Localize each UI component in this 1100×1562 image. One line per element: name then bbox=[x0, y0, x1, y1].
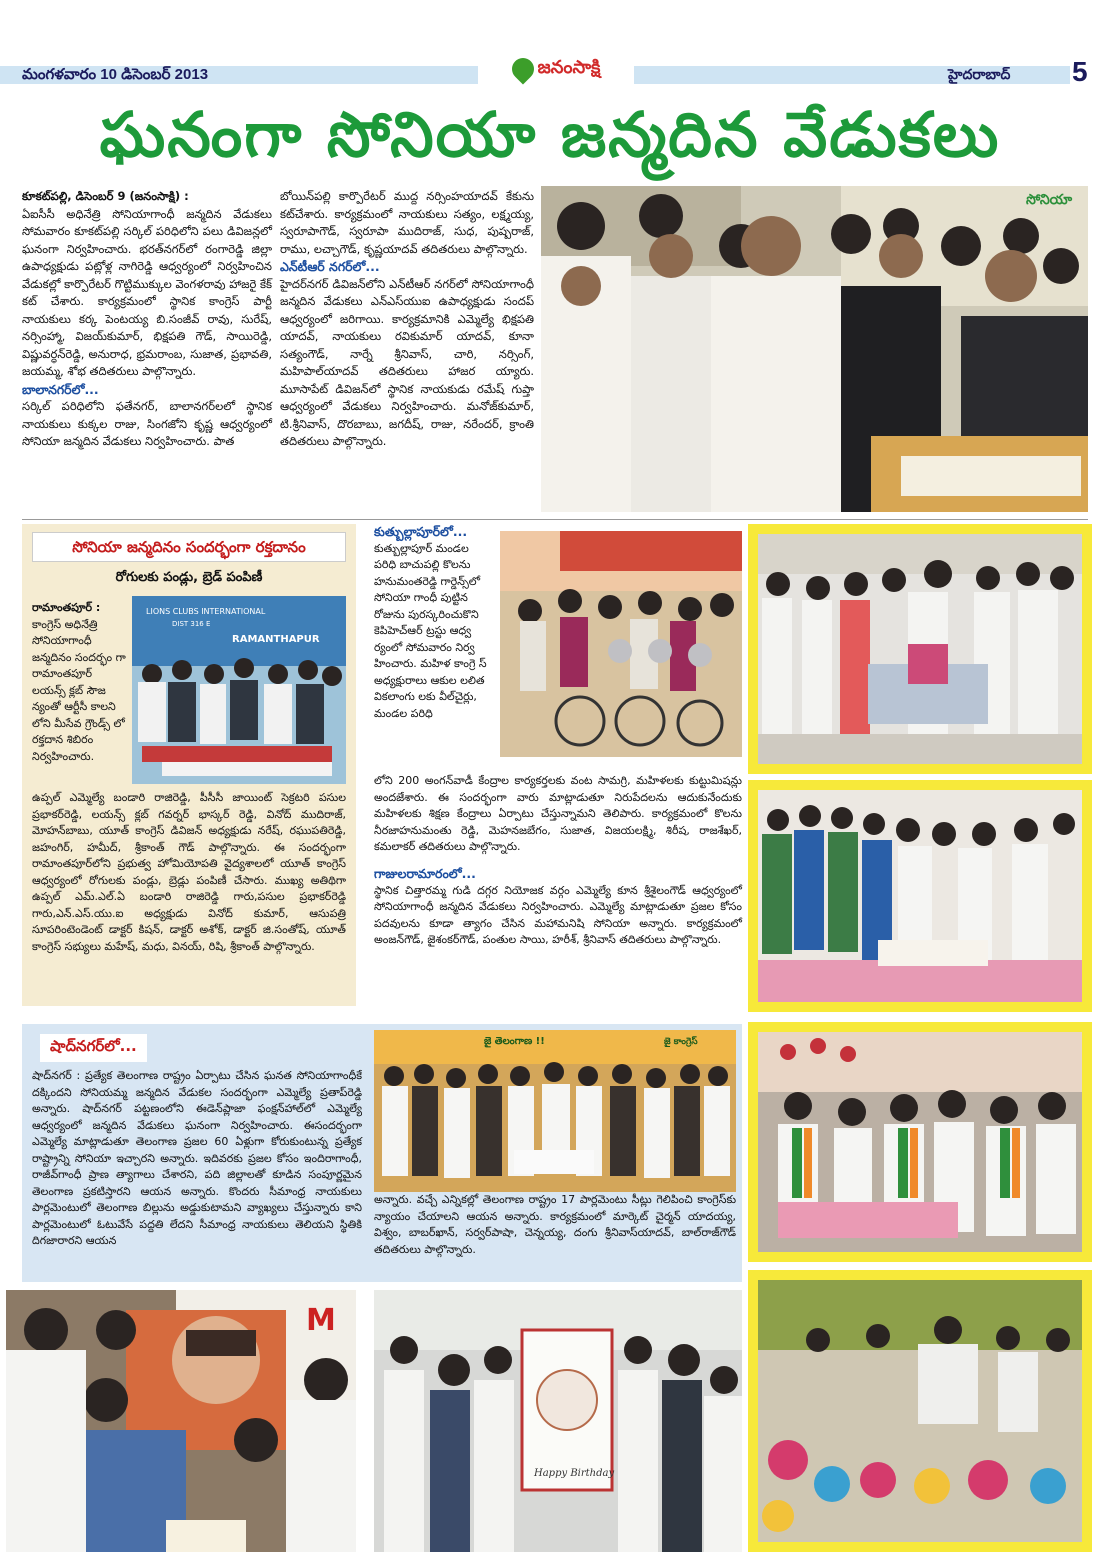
sonia-poster-photo bbox=[6, 1290, 356, 1552]
shadnagar-story-box bbox=[22, 1024, 742, 1282]
section-divider bbox=[22, 519, 1088, 520]
shadnagar-stage-photo bbox=[374, 1030, 736, 1192]
shadnagar-banner-text-2: జై కాంగ్రెస్ bbox=[664, 1037, 698, 1047]
shadnagar-kicker: షాద్‌నగర్‌లో... bbox=[40, 1034, 147, 1062]
main-story-column-1 bbox=[22, 188, 272, 451]
edition-city: హైదరాబాద్ bbox=[948, 67, 1011, 83]
lions-district-text: DIST 316 E bbox=[172, 620, 211, 628]
qutbullapur-subhead: కుత్బుల్లాపూర్‌లో... bbox=[374, 524, 468, 539]
page-headline: ఘనంగా సోనియా జన్మదిన వేడుకలు bbox=[99, 98, 1001, 171]
story-paragraph: బోయిన్‌పల్లి కార్పొరేటర్ ముద్ద నర్సింహయాదవ్ కేకును కట్‌చేశారు. కార్యక్రమంలో నాయకులు సత్యం, లక్ష్మయ్య, స్వరూపాగౌడ్, స్వరూపా ముదిరాజ్, సుధ, పుష్పరాజ్, రాము, లచ్చాగౌడ్, కృష్ణయాదవ్ తదితరులు పాల్గొన్నారు. bbox=[280, 189, 534, 256]
qutbullapur-photo bbox=[500, 531, 742, 757]
shadnagar-col2: అన్నారు. వచ్చే ఎన్నికల్లో తెలంగాణ రాష్ట్రం 17 పార్లమెంటు సీట్లు గెలిపించి కాంగ్రెస్‌కు న్యాయం చేయాలని ఆయన అన్నారు. కార్యక్రమంలో మార్కెట్ చైర్మన్ యాదయ్య, విశ్వం, బాబర్‌ఖాన్, సర్వర్‌పాషా, చెన్నయ్య, దంగు శ్రీనివాస్‌యాదవ్, బాల్‌రాజ్‌గౌడ్ తదితరులు పాల్గొన్నారు. bbox=[374, 1193, 736, 1256]
blood-donation-story-box bbox=[22, 524, 356, 1006]
story-paragraph: సర్కిల్ పరిధిలోని ఫతేనగర్, బాలానగర్‌లలో స్థానిక నాయకులు కుక్కల రాజు, సింగజోని కృష్ణ ఆధ్వర్యంలో సోనియా జన్మదిన వేడుకలు నిర్వహించారు. పాత bbox=[22, 399, 272, 448]
gajularamaram-subhead: గాజులరామారంలో... bbox=[374, 866, 476, 881]
qutbullapur-narrow-text bbox=[374, 524, 492, 722]
page-number: 5 bbox=[1072, 56, 1088, 87]
blood-donation-photo bbox=[132, 596, 346, 784]
blood-donation-body: ఉప్పల్ ఎమ్మెల్యే బండారి రాజిరెడ్డి, పీసీసీ జాయింట్ సెక్రటరి పసుల ప్రభాకర్‌రెడ్డి, లయన్స్ క్లబ్ గవర్నర్ భాస్కర్ రెడ్డి, వినోద్ ముదిరాజ్, మోహన్‌బాబు, యూత్ కాంగ్రెస్ డివిజన్ అధ్యక్షుడు నరేష్, రఘుపతిరెడ్డి, జహంగిర్, హమీద్, శ్రీకాంత్ గౌడ్ పాల్గొన్నారు. ఈ సందర్భంగా రామాంతపూర్‌లోని ప్రభుత్వ హోమియోపతి వైద్యశాలలో యూత్ కాంగ్రెస్ ఆధ్వర్యంలో రోగులకు పండ్లు, బ్రెడ్లు పంపిణీ చేసారు. ముఖ్య అతిథిగా ఉప్పల్ ఎమ్.ఎల్.ఏ బండారి రాజిరెడ్డి గారు,పసుల ప్రభాకర్‌రెడ్డి గారు,ఎన్.ఎస్.యు.ఐ అధ్యక్షుడు వినోద్ కుమార్, ఆసుపత్రి సూపరింటెండెంట్ డాక్టర్ కిషన్, డాక్టర్ అశోక్, డాక్టర్ జి.సంతోష్, యూత్ కాంగ్రెస్ సభ్యులు మహేష్, మధు, వినయ్, రిషి, శ్రీకాంత్ పాల్గొన్నారు. bbox=[32, 791, 346, 953]
main-photo-cake-cutting bbox=[541, 186, 1088, 512]
blood-donation-deck: రోగులకు పండ్లు, బ్రెడ్ పంపిణీ bbox=[115, 570, 263, 585]
section-subhead: ఎన్‌టీఆర్ నగర్‌లో... bbox=[280, 259, 380, 274]
qutbullapur-intro: కుత్బుల్లాపూర్ మండల పరిధి బాచుపల్లి కొలను హనుమంతరెడ్డి గార్డెన్స్‌లో సోనియా గాంధీ పుట్టిన రోజును పురస్కరించుకొని కెపిహెచ్‌ఆర్ ట్రస్టు ఆధ్వ ర్యంలో సోమవారం నిర్వ హించారు. మహిళ కాంగ్రె స్ అధ్యక్షురాలు ఆకుల లలిత వికలాంగు లకు వీల్‌చైర్లు, మండల పరిధి bbox=[374, 541, 487, 720]
story-paragraph: హైదర్‌నగర్ డివిజన్‌లోని ఎన్‌టీఆర్ నగర్‌లో సోనియాగాంధీ జన్మదిన వేడుకలు ఎన్ఎస్‌యుఐ ఉపాధ్యక్షుడు సందప్ ఆధ్వర్యంలో జరిగాయి. కార్యక్రమానికి ఎమ్మెల్యే భిక్షపతి యాదవ్, నాయకులు రవికుమార్ యాదవ్, కూనా సత్యంగౌడ్, నార్నే శ్రీనివాస్, చారి, నర్సింగ్, మహిపాల్‌యాదవ్ తదితరులు హాజర య్యారు. మూసాపేట్ డివిజన్‌లో స్థానిక నాయకుడు రమేష్ గుప్తా ఆధ్వర్యంలో వేడుకలు నిర్వహించారు. మనోజ్‌కుమార్, టి.శ్రీనివాస్, దొరబాబు, జగదీష్, రాజు, నరేందర్, క్రాంతి తదితరులు పాల్గొన్నారు. bbox=[280, 276, 534, 448]
newspaper-logo bbox=[478, 52, 634, 86]
story-dateline: కూకట్‌పల్లి, డిసెంబర్ 9 (జనంసాక్షి) : bbox=[22, 189, 189, 203]
birthday-card-text: Happy Birthday bbox=[534, 1468, 615, 1479]
shadnagar-col1: షాద్‌నగర్ : ప్రత్యేక తెలంగాణ రాష్ట్రం ఏర్పాటు చేసిన ఘనత సోనియాగాంధీకే దక్కిందని సోనియమ్మ జన్మదిన వేడుకల సందర్భంగా ఎమ్మెల్యే ప్రతాప్‌రెడ్డి అన్నారు. షాద్‌నగర్ పట్టణంలోని ఈడెన్‌ప్లాజా ఫంక్షన్‌హాల్‌లో ఎమ్మెల్యే ఆధ్వర్యంలో జన్మదిన వేడుకలు ఘనంగా నిర్వహించారు. ఈసందర్భంగా ఎమ్మెల్యే మాట్లాడుతూ తెలంగాణ ప్రజల 60 ఏళ్లుగా కోరుకుంటున్న ప్రత్యేక రాష్ట్రాన్ని సోనియా ఇచ్చారని అన్నారు. ఇదివరకు ప్రజల కోసం ఇందిరాగాంధీ, రాజీవ్‌గాంధీ ప్రాణ త్యాగాలు చేశారని, పది జిల్లాలతో కూడిన సంపూర్ణమైన తెలంగాణ ప్రకటిస్తారని ఆయన అన్నారు. కొందరు సీమాంధ్ర నాయకులు పార్లమెంటులో తెలంగాణ బిల్లును అడ్డుకుటామని వ్యాఖ్యలు చేస్తున్నారు కాని పార్లమెంటులో ఓటువేసే పద్దతి లేదని సీమాంధ్ర నాయకులు తెలియని స్థితికి దిగజారారని ఆయన bbox=[32, 1069, 362, 1247]
issue-date: మంగళవారం 10 డిసెంబర్ 2013 bbox=[22, 66, 209, 83]
ramanthapur-banner-text: RAMANTHAPUR bbox=[232, 634, 320, 645]
leaf-icon bbox=[507, 53, 538, 84]
lions-banner-text: LIONS CLUBS INTERNATIONAL bbox=[146, 607, 266, 616]
anganwadi-children-photo bbox=[748, 1270, 1092, 1552]
blood-donation-narrow-text bbox=[32, 600, 128, 765]
logo-text: జనంసాక్షి bbox=[537, 56, 601, 78]
masthead bbox=[0, 52, 1100, 86]
blood-donation-intro: కాంగ్రెస్ అధినేత్రి సోనియాగాంధీ జన్మదినం సందర్భం గా రామాంతపూర్ లయన్స్ క్లబ్ సౌజ న్యంతో ఆర్టీసీ కాలని లోని మీసేవ గ్రౌండ్స్ లో రక్తదాన శిబిరం నిర్వహించారు. bbox=[32, 617, 126, 763]
blood-donation-dateline: రామాంతపూర్ : bbox=[32, 601, 101, 614]
happy-birthday-portrait-photo bbox=[374, 1290, 742, 1552]
section-subhead: బాలానగర్‌లో... bbox=[22, 381, 99, 397]
story-paragraph: ఏఐసీసీ అధినేత్రి సోనియాగాంధీ జన్మదిన వేడుకలు సోమవారం కూకట్‌పల్లి సర్కిల్ పరిధిలోని పలు డివిజన్లలో ఘనంగా నిర్వహించారు. భరత్‌నగర్‌లో రంగారెడ్డి జిల్లా ఉపాధ్యక్షుడు పట్లోళ్ల నాగిరెడ్డి ఆధ్వర్యంలో నిర్వహించిన వేడుకల్లో కార్పొరేటర్ గొట్టిముక్కుల వెంగళరావు హాజరై కేక్ కట్ చేశారు. కార్యక్రమంలో స్థానిక కాంగ్రెస్ పార్టీ నాయకులు కర్క పెంటయ్య బి.సంజీవ్ రావు, సురేష్, నర్సింహ్మా, విజయ్‌కుమార్, భిక్షపతి గౌడ్, సాయిరెడ్డి, విష్ణువర్ధన్‌రెడ్డి, అనురాధ, భ్రమరాంబ, సుజాత, ప్రభావతి, జయమ్మ, శోభ తదితరులు పాల్గొన్నారు. bbox=[22, 206, 272, 378]
main-story-column-2 bbox=[280, 188, 534, 451]
hospital-photo bbox=[748, 524, 1092, 774]
qutbullapur-body: లోని 200 అంగన్‌వాడీ కేంద్రాల కార్యకర్తలకు వంట సామగ్రి, మహిళలకు కుట్టుమిషన్లు అందజేశారు. ఈ సందర్భంగా వారు మాట్లాడుతూ నిరుపేదలను ఆదుకునేందుకు మహిళలకు శిక్షణ కేంద్రాలు ఏర్పాటు చేస్తున్నామని తెలిపారు. కార్యక్రమంలో కొలను నీరజాహనుమంతు రెడ్డి, మెహనజబేగం, సుజాత, విజయలక్ష్మి, శిరీష, రాజశేఖర్, కమలాకర్ తదితరులు పాల్గొన్నారు. bbox=[374, 774, 742, 853]
shadnagar-cake-photo bbox=[748, 1022, 1092, 1262]
poster-letter: M bbox=[306, 1303, 336, 1338]
gajularamaram-body: స్థానిక చిత్తారమ్మ గుడి దగ్గర నియోజక వర్గం ఎమ్మెల్యే కూన శ్రీశైలంగౌడ్ ఆధ్వర్యంలో సోనియాగాంధీ జన్మదిన వేడుకలు నిర్వహించారు. ఎమ్మెల్యే మాట్లాడుతూ ప్రజల కోసం పదవులను కూడా త్యాగం చేసిన మహామనిషి సోనియా అన్నారు. కార్యక్రమంలో అంజన్‌గౌడ్, జైశంకర్‌గౌడ్, పంతుల సాయి, హరీశ్, శ్రీనివాస్ తదితరులు పాల్గొన్నారు. bbox=[374, 883, 742, 946]
photo-banner-text: సోనియా bbox=[1026, 192, 1073, 208]
cake-cutting-women-photo bbox=[748, 780, 1092, 1012]
gajularamaram-story bbox=[374, 866, 742, 949]
shadnagar-banner-text: జై తెలంగాణ !! bbox=[484, 1036, 545, 1047]
blood-donation-kicker: సోనియా జన్మదినం సందర్భంగా రక్తదానం bbox=[32, 532, 346, 562]
